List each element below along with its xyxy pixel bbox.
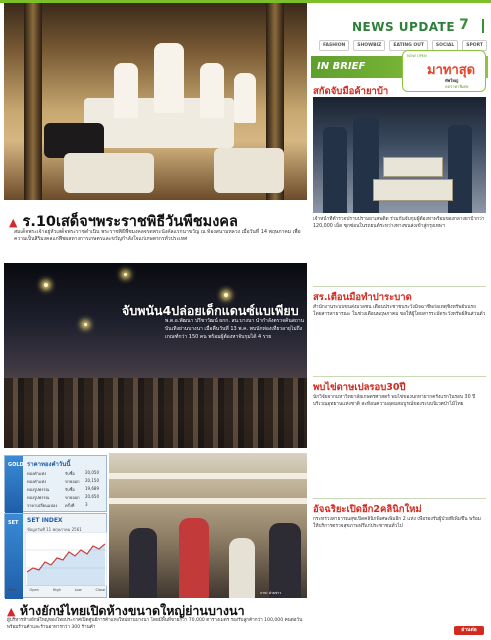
drug-seizure-photo (313, 97, 486, 213)
store-interior-photo (109, 453, 307, 598)
page-number: 7 (452, 17, 476, 35)
gold-row: ทองรูปพรรณ รับซื้อ 19,689 (27, 486, 99, 492)
story2-headline: จับพนัน4ปล่อยเด็กแดนซ์แบเพียบ (122, 303, 299, 318)
gold-row: ทองคำแท่ง รับซื้อ 20,050 (27, 470, 99, 476)
brief3-headline: พบไข่ดาษเปลรอบ30ปี (313, 382, 406, 393)
set-box-date: ข้อมูลวันที่ 11 พฤษภาคม 2561 (27, 527, 82, 532)
triangle-bullet-icon: ▲ (7, 605, 16, 618)
story1-headline: ▲ ร.10เสด็จฯพระราชพิธีวันพืชมงคล (9, 214, 238, 230)
nightclub-raid-photo (4, 263, 307, 448)
set-footer: Prev Open High Low Close (8, 588, 105, 592)
gold-row: ทองรูปพรรณ ขายออก 20,650 (27, 494, 99, 500)
nav-sport[interactable]: SPORT (462, 40, 487, 51)
nav-fashion[interactable]: FASHION (319, 40, 349, 51)
brief3-body: นักวิจัยจากมหาวิทยาลัยเกษตรศาสตร์ พบไข่ของนกหายากครั้งแรกในรอบ 30 ปี บริเวณอุทยานแห่งชาติ สะท้อนความอุดมสมบูรณ์ของระบบนิเวศป่าไม้ไทย (313, 395, 476, 408)
royal-ceremony-photo (4, 3, 307, 200)
story3-body: ผู้บริหารห้างยักษ์ใหญ่ของไทยประกาศเปิดศูนย์การค้าแห่งใหม่ย่านบางนา โดยมีพื้นที่ขายกว่า 70,000 ตารางเมตร รองรับลูกค้ากว่า 100,000 คนต่อวัน พร้อมร้านค้าและร้านอาหารกว่า 300 ร้านค้า (7, 618, 303, 630)
set-box-title: SET INDEX (27, 517, 63, 524)
set-index-box (4, 513, 107, 598)
triangle-bullet-icon: ▲ (9, 216, 18, 229)
brief4-headline: อัจฉริยะเปิดอีก2คลินิกใหม่ (313, 504, 422, 515)
gold-row: ทองคำแท่ง ขายออก 20,150 (27, 478, 99, 484)
nav-eating-out[interactable]: EATING OUT (389, 40, 428, 51)
divider (313, 286, 486, 287)
divider (313, 376, 486, 377)
store-photo-credit: ภาพ: ฝ่ายข่าว (260, 591, 282, 595)
divider (313, 498, 486, 499)
gold-box-title: ราคาทองคำวันนี้ (27, 461, 71, 468)
brief1-headline: สกัดจับมือค้ายาบ้า (313, 86, 389, 97)
story1-body: สมเด็จพระเจ้าอยู่หัวเสด็จพระราชดำเนิน พระราชพิธีพืชมงคลจรดพระนังคัลแรกนาขวัญ ณ ท้องสนามหลวง เมื่อวันที่ 14 พฤษภาคม เพื่อความเป็นสิริมงคลแก่พืชผลทางการเกษตรและขวัญกำลังใจแก่เกษตรกรทั่วประเทศ (14, 229, 301, 243)
story3-headline: ▲ ห้างยักษ์ไทยเปิดห้างขนาดใหญ่ย่านบางนา (7, 603, 245, 618)
promo-badge[interactable]: NOW OPEN มาทาสุด ทัพใหญ่ ลดราคาพิเศษ (402, 50, 486, 92)
set-tag: SET (5, 514, 23, 599)
brief1-body: เจ้าหน้าที่ตำรวจปราบปรามยาเสพติด ร่วมกันจับกุมผู้ต้องหาพร้อมของกลางยาบ้ากว่า 120,000 เม็ด ซุกซ่อนในรถยนต์ระหว่างทางขนส่งเข้าสู่กรุงเทพฯ (313, 217, 485, 230)
brief2-headline: สร.เตือนมือทำปาระบาด (313, 292, 412, 303)
brief2-body: สำนักงานระบบขนส่งมวลชน เตือนประชาชนระวังมิจฉาชีพก่อเหตุชิงทรัพย์บนรถโดยสารสาธารณะ ในช่วงเดือนพฤษภาคม ขอให้ผู้โดยสารระมัดระวังทรัพย์สินส่วนตัว (313, 305, 486, 318)
gold-price-box (4, 455, 107, 512)
gold-row: ราคาเปลี่ยนแปลง ครั้งที่ 3 (27, 502, 88, 508)
nav-social[interactable]: SOCIAL (432, 40, 458, 51)
gold-tag: GOLD (5, 456, 23, 513)
nav-showbiz[interactable]: SHOWBIZ (353, 40, 385, 51)
read-more-button[interactable]: อ่านต่อ (454, 626, 484, 635)
section-title: NEWS UPDATE (352, 20, 456, 34)
brief4-body: กระทรวงสาธารณสุขเปิดคลินิกพิเศษเพิ่มอีก 2 แห่ง เพื่อรองรับผู้ป่วยที่เพิ่มขึ้น พร้อมให้บริการตรวจสุขภาพฟรีแก่ประชาชนทั่วไป (313, 517, 481, 530)
story2-body: พ.ต.อ.พัฒนา ปรีชาวัฒน์ ผกก. สน.บางนา นำกำลังตรวจค้นสถานบันเทิงย่านบางนา เมื่อคืนวันที่ 13 พ.ค. พบนักท่องเที่ยวอายุไม่ถึงเกณฑ์กว่า 150 คน พร้อมผู้ต้องหาจับกุมได้ 4 ราย (165, 318, 305, 341)
set-index-chart (25, 532, 107, 586)
in-brief-label: IN BRIEF (317, 61, 366, 72)
